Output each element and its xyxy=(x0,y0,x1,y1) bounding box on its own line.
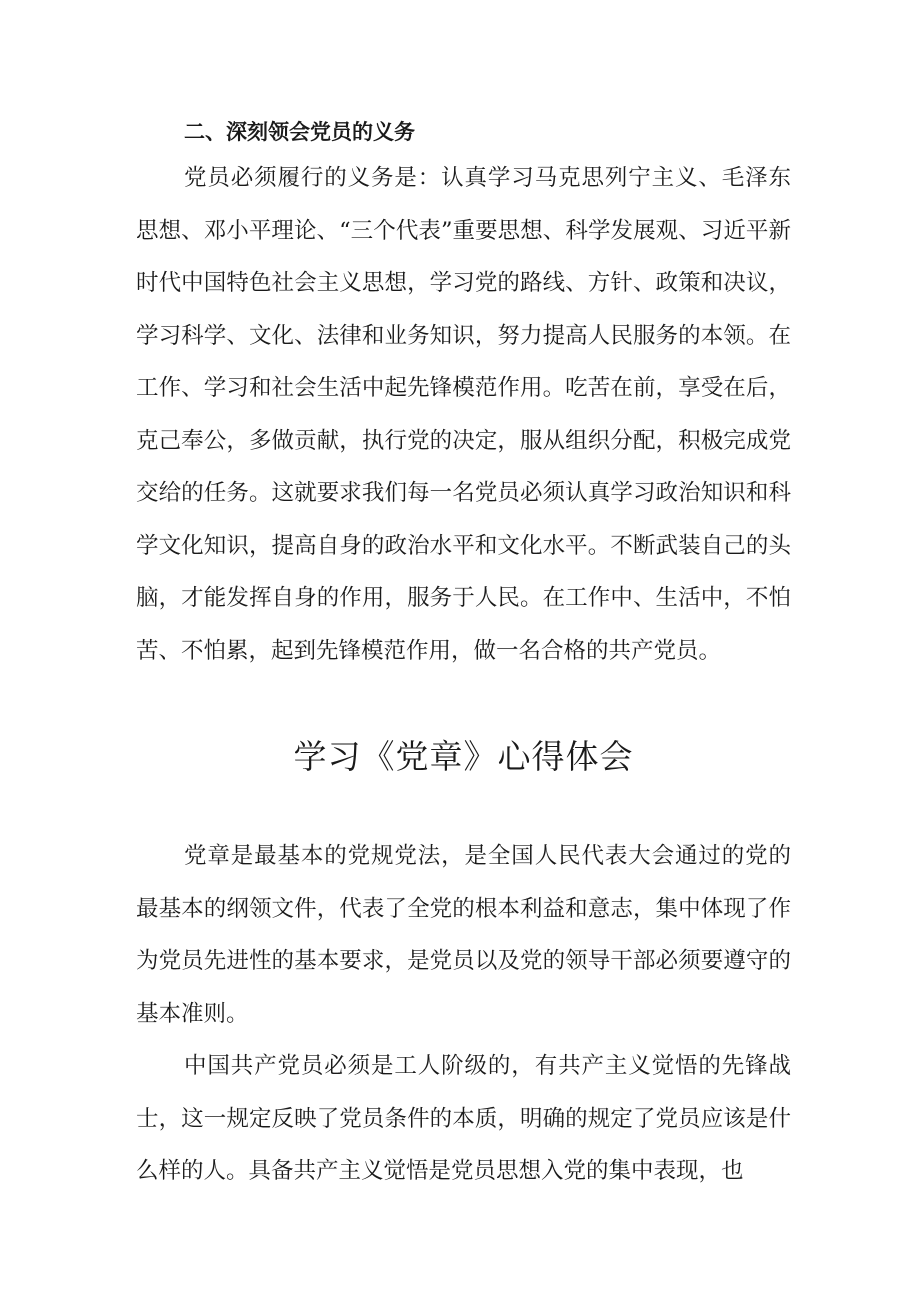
section-heading: 二、深刻领会党员的义务 xyxy=(184,120,415,144)
article-paragraph-2: 中国共产党员必须是工人阶级的，有共产主义觉悟的先锋战士，这一规定反映了党员条件的本质，明确的规定了党员应该是什么样的人。具备共产主义觉悟是党员思想入党的集中表现，也 xyxy=(136,1053,791,1184)
section-paragraph: 党员必须履行的义务是：认真学习马克思列宁主义、毛泽东思想、邓小平理论、“三个代表”重要思想、科学发展观、习近平新时代中国特色社会主义思想，学习党的路线、方针、政策和决议，学习科学、文化、法律和业务知识，努力提高人民服务的本领。在工作、学习和社会生活中起先锋模范作用。吃苦在前，享受在后，克己奉公，多做贡献，执行党的决定，服从组织分配，积极完成党交给的任务。这就要求我们每一名党员必须认真学习政治知识和科学文化知识，提高自身的政治水平和文化水平。不断武装自己的头脑，才能发挥自身的作用，服务于人民。在工作中、生活中，不怕苦、不怕累，起到先锋模范作用，做一名合格的共产党员。 xyxy=(136,165,791,664)
document-body xyxy=(136,112,791,1198)
article-paragraph-1: 党章是最基本的党规党法，是全国人民代表大会通过的党的最基本的纲领文件，代表了全党的根本利益和意志，集中体现了作为党员先进性的基本要求，是党员以及党的领导干部必须要遵守的基本准则。 xyxy=(136,843,791,1027)
article-title: 学习《党章》心得体会 xyxy=(293,737,634,776)
